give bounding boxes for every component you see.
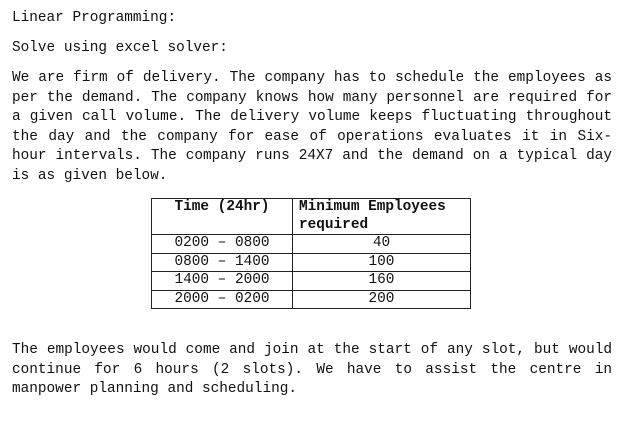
- problem-description: We are firm of delivery. The company has to schedule the employees as per the demand. The company knows how many personnel are required for a given call volume. The delivery volume keeps fluctuating throughout the day and the company for ease of operations evaluates it in Six-hour intervals. The company runs 24X7 and the demand on a typical day is as given below.: [12, 70, 612, 184]
- demand-table: [151, 198, 471, 309]
- time-cell: 0200 – 0800: [152, 235, 293, 254]
- table-row: [152, 272, 471, 291]
- column-header-time: Time (24hr): [152, 199, 293, 235]
- time-cell: 1400 – 2000: [152, 272, 293, 291]
- subheading: Solve using excel solver:: [12, 40, 228, 56]
- table-row: [152, 253, 471, 272]
- heading: Linear Programming:: [12, 10, 177, 26]
- required-cell: 200: [293, 290, 471, 309]
- required-cell: 100: [293, 253, 471, 272]
- problem-constraint: The employees would come and join at the start of any slot, but would continue for 6 hours (2 slots). We have to assist the centre in manpower planning and scheduling.: [12, 342, 612, 397]
- time-cell: 0800 – 1400: [152, 253, 293, 272]
- time-cell: 2000 – 0200: [152, 290, 293, 309]
- table-row: [152, 290, 471, 309]
- required-cell: 40: [293, 235, 471, 254]
- required-cell: 160: [293, 272, 471, 291]
- column-header-required: Minimum Employees required: [293, 199, 471, 235]
- table-header-row: [152, 199, 471, 235]
- table-row: [152, 235, 471, 254]
